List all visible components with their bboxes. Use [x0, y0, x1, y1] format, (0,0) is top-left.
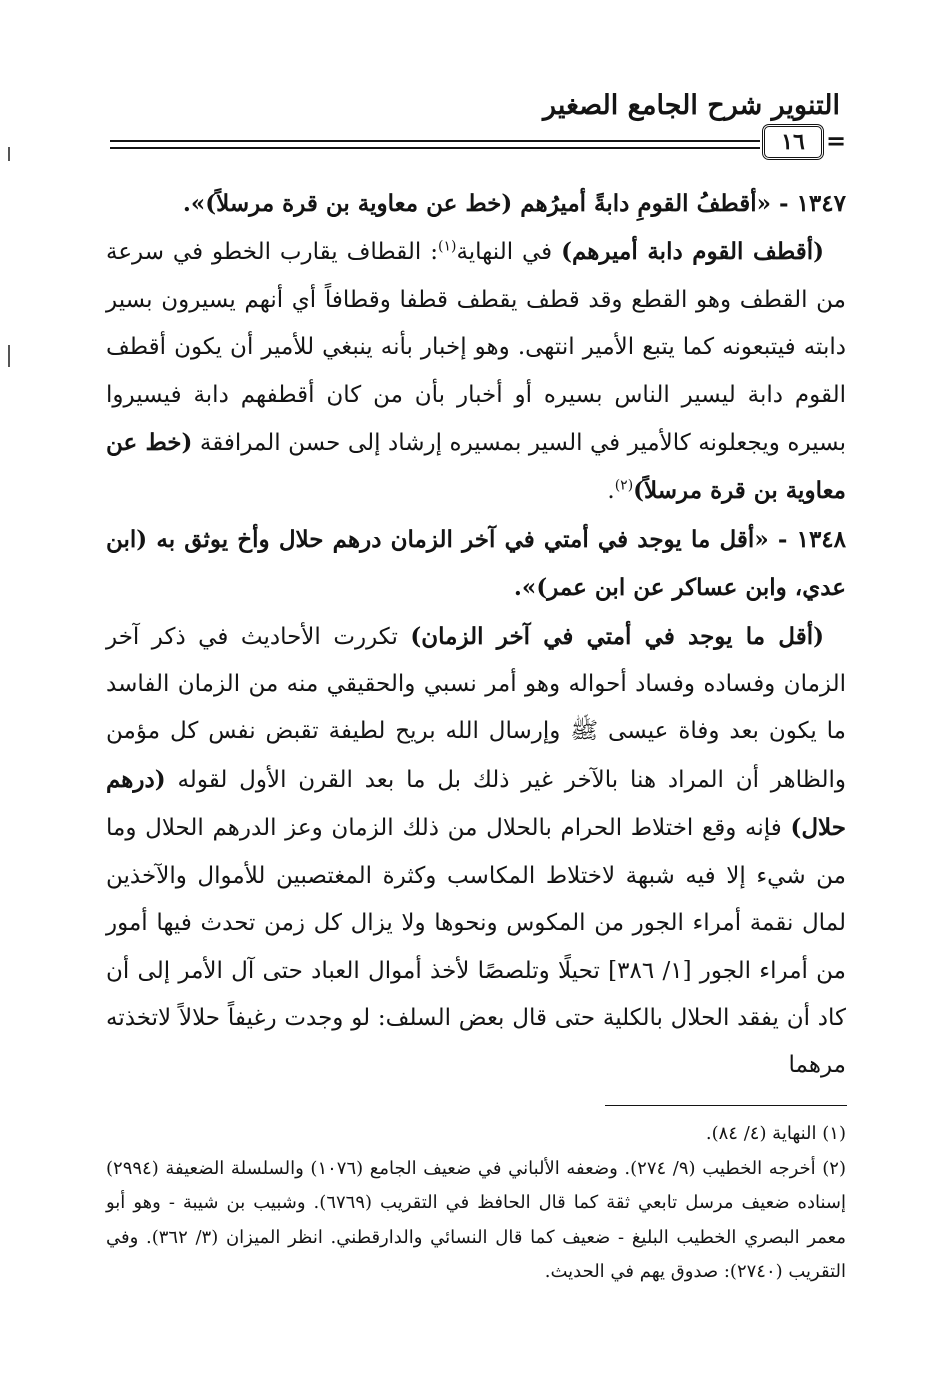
header-rule-top: [110, 140, 760, 142]
footnote-1: (١) النهاية (٤/ ٨٤).: [705, 1123, 846, 1144]
footnote-separator: [605, 1105, 847, 1106]
commentary-text: في النهاية: [456, 239, 562, 266]
footnotes: [106, 1117, 846, 1290]
page-number-mark: =: [826, 126, 847, 155]
hadith-text: أقطفُ القومِ دابةً أميرُهم (خط عن معاوية بن قرة مرسلاً): [205, 190, 757, 217]
commentary-text: فإنه وقع اختلاط الحرام بالحلال من ذلك الزمان وعز الدرهم الحلال وما من شيء إلا فيه شبهة لاختلاط المكاسب وكثرة المغتصبين للأموال والآخذين لمال نقمة أمراء الجور من المكوس ونحوها ولا يزال كل زمن تحدث فيها أمور من أمراء الجور: [106, 815, 846, 984]
hadith-number: ١٣٤٧ - «: [756, 190, 846, 217]
header-rule-bottom: [110, 147, 760, 149]
commentary-end: .: [607, 478, 615, 505]
scan-margin-mark: [8, 345, 10, 367]
commentary-bold-phrase: (درهم حلال): [106, 765, 846, 842]
commentary-lemma: (أقطف القوم دابة أميرهم): [561, 238, 824, 266]
commentary-text: تحيلًا وتلصصًا لأخذ أموال العباد حتى آل الأمر إلى أن كاد أن يفقد الحلال بالكلية حتى قال بعض السلف: لو وجدت رغيفاً حلالاً لاتخذته مرهما: [106, 957, 846, 1079]
footnote-mark: (٢): [614, 477, 634, 494]
commentary-text: تكررت الأحاديث في ذكر آخر الزمان وفساده وفساد أحواله وهو أمر نسبي والحقيقي منه من الزمان الفاسد ما يكون بعد وفاة عيسى: [106, 623, 847, 745]
commentary-text: : القطاف يقارب الخطو في سرعة من القطف وهو القطع وقد قطف يقطف قطفا وقطافاً أي أنهم يسيرون بسير دابته فيتبعونه كما يتبع الأمير انتهى. وهو إخبار بأنه ينبغي للأمير أن يكون أقطف القوم دابة ليسير الناس بسيره أو أخبار بأن من كان أقطفهم دابة فيسيروا بسيره ويجعلونه كالأمير في السير بمسيره إرشاد إلى حسن المرافقة: [106, 239, 846, 457]
volume-page-ref: [١/ ٣٨٦]: [608, 957, 692, 984]
main-text: [106, 180, 846, 1090]
hadith-number: ١٣٤٨ - «: [754, 525, 847, 553]
footnote-2: (٢) أخرجه الخطيب (٩/ ٢٧٤). وضعفه الألباني في ضعيف الجامع (١٠٧٦) والسلسلة الضعيفة (٢٩٩٤) إسناده ضعيف مرسل تابعي ثقة كما قال الحافظ في التقريب (٦٧٦٩). وشبيب بن شيبة - وهو أبو معمر البصري الخطيب البليغ - ضعيف كما قال النسائي والدارقطني. انظر الميزان (٣/ ٣٦٢). وفي التقريب (٢٧٤٠): صدوق يهم في الحديث.: [106, 1157, 847, 1282]
commentary-source: (خط عن معاوية بن قرة مرسلاً): [106, 429, 846, 505]
hadith-close: ».: [513, 574, 537, 602]
scan-margin-mark: [8, 147, 10, 161]
hadith-entry-1347: [106, 180, 846, 228]
footnote-mark: (١): [437, 238, 457, 255]
commentary-1348: [106, 613, 846, 1090]
commentary-text: وإرسال الله بريح لطيفة تقبض نفس كل مؤمن والظاهر أن المراد هنا بالآخر غير ذلك بل ما بعد القرن الأول لقوله: [106, 718, 846, 793]
hadith-close: ».: [182, 190, 206, 217]
commentary-lemma: (أقل ما يوجد في أمتي في آخر الزمان): [410, 622, 824, 650]
honorific-glyph: ﷺ: [570, 718, 599, 745]
hadith-entry-1348: [106, 516, 846, 613]
commentary-1347: [106, 228, 846, 515]
running-title: التنوير شرح الجامع الصغير: [543, 90, 840, 121]
page-number: ١٦: [762, 124, 824, 160]
hadith-text: أقل ما يوجد في أمتي في آخر الزمان درهم حلال وأخ يوثق به (ابن عدي، وابن عساكر عن ابن عمر): [106, 525, 846, 602]
